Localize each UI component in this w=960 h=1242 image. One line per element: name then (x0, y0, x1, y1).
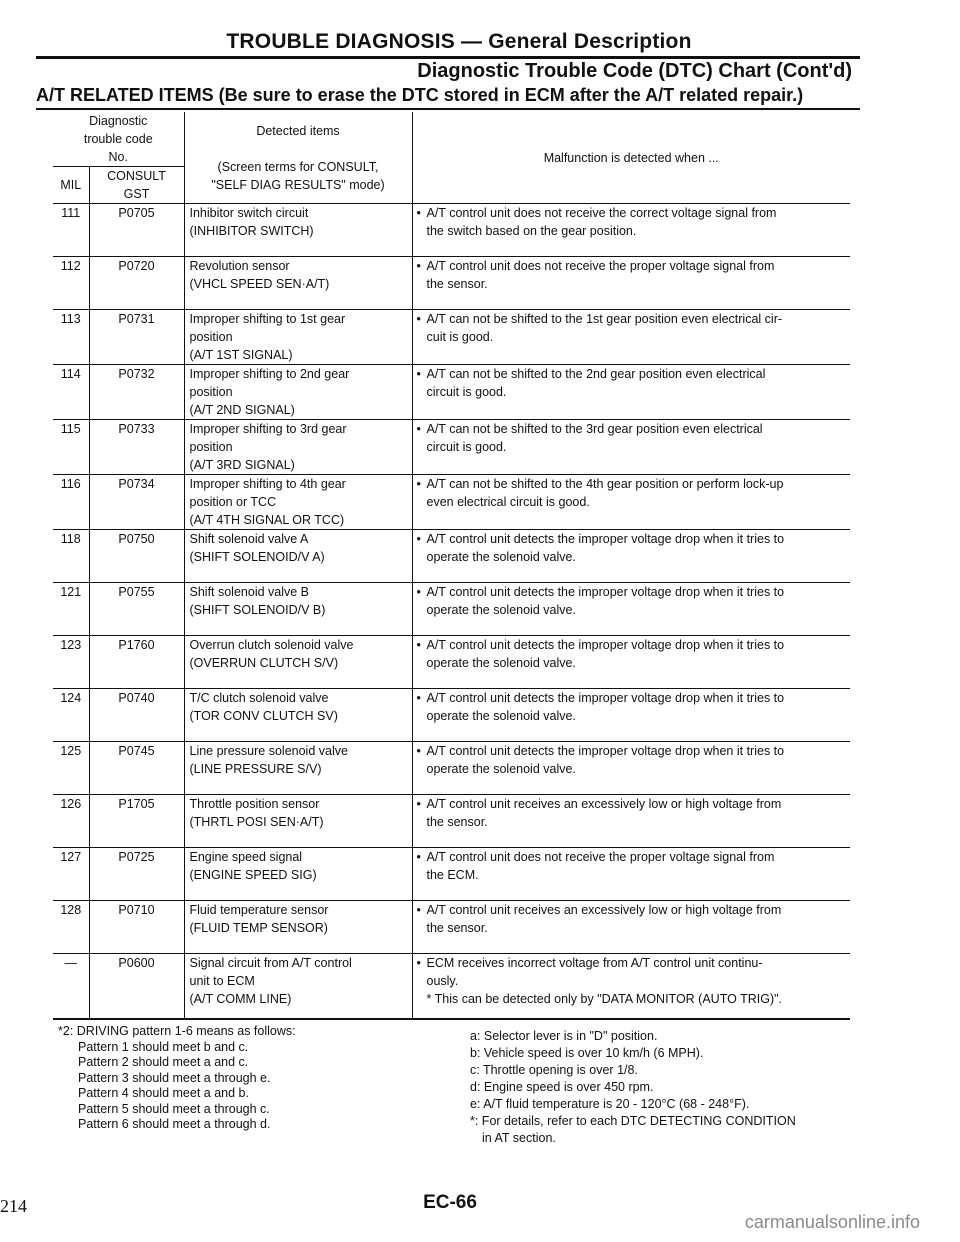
gst-code-cell: P0720 (89, 257, 184, 310)
bullet-icon: • (416, 691, 421, 705)
bullet-icon: • (416, 744, 421, 758)
malfunction-cell: • A/T can not be shifted to the 2nd gear position even electrical circuit is good. (412, 365, 850, 420)
table-row (53, 365, 850, 420)
mil-code-cell: 127 (53, 848, 89, 901)
note-line: Pattern 3 should meet a through e. (78, 1070, 271, 1085)
malfunction-cell: • A/T can not be shifted to the 3rd gear position even electrical circuit is good. (412, 420, 850, 475)
note-line: a: Selector lever is in "D" position. (470, 1029, 658, 1043)
items-heading: A/T RELATED ITEMS (Be sure to erase the DTC stored in ECM after the A/T related repair.) (36, 85, 804, 105)
gst-code-cell: P0725 (89, 848, 184, 901)
gst-code-cell: P0733 (89, 420, 184, 475)
gst-code-cell: P0732 (89, 365, 184, 420)
malfunction-header: Malfunction is detected when ... (412, 112, 850, 204)
detected-item-cell: Improper shifting to 4th gear position or TCC (A/T 4TH SIGNAL OR TCC) (184, 475, 412, 530)
bullet-icon: • (416, 850, 421, 864)
detected-item-cell: Improper shifting to 3rd gear position (A/T 3RD SIGNAL) (184, 420, 412, 475)
section-page-code: EC-66 (423, 1192, 477, 1213)
bullet-icon: • (416, 532, 421, 546)
note-line: b: Vehicle speed is over 10 km/h (6 MPH). (470, 1046, 704, 1060)
gst-code-cell: P0755 (89, 583, 184, 636)
malfunction-cell: • A/T control unit detects the improper voltage drop when it tries to operate the solenoid valve. (412, 742, 850, 795)
bullet-icon: • (416, 585, 421, 599)
malfunction-cell: • A/T control unit detects the improper voltage drop when it tries to operate the solenoid valve. (412, 636, 850, 689)
mil-code-cell: 112 (53, 257, 89, 310)
mil-code-cell: 116 (53, 475, 89, 530)
gst-code-cell: P1705 (89, 795, 184, 848)
heading-rule (36, 108, 860, 110)
note-line: *2: DRIVING pattern 1-6 means as follows: (58, 1024, 296, 1038)
malfunction-cell: • A/T control unit does not receive the proper voltage signal from the sensor. (412, 257, 850, 310)
gst-code-cell: P0710 (89, 901, 184, 954)
gst-code-cell: P0745 (89, 742, 184, 795)
malfunction-cell: • A/T can not be shifted to the 4th gear position or perform lock-up even electrical circuit is good. (412, 475, 850, 530)
note-line: Pattern 4 should meet a and b. (78, 1086, 249, 1100)
table-row (53, 901, 850, 954)
bullet-icon: • (416, 312, 421, 326)
table-row (53, 475, 850, 530)
dtc-table-body (53, 204, 850, 1020)
mil-code-cell: 111 (53, 204, 89, 257)
bullet-icon: • (416, 638, 421, 652)
mil-code-cell: 128 (53, 901, 89, 954)
gst-code-cell: P0705 (89, 204, 184, 257)
gst-code-cell: P1760 (89, 636, 184, 689)
mil-code-cell: 126 (53, 795, 89, 848)
bullet-icon: • (416, 477, 421, 491)
page-number: 214 (0, 1196, 27, 1216)
table-row (53, 742, 850, 795)
detected-item-cell: Overrun clutch solenoid valve (OVERRUN CLUTCH S/V) (184, 636, 412, 689)
detected-item-cell: Signal circuit from A/T control unit to ECM (A/T COMM LINE) (184, 954, 412, 1020)
gst-code-cell: P0600 (89, 954, 184, 1020)
condition-notes (470, 1028, 796, 1147)
mil-code-cell: 124 (53, 689, 89, 742)
mil-code-cell: 125 (53, 742, 89, 795)
table-row (53, 257, 850, 310)
malfunction-cell: • A/T control unit detects the improper voltage drop when it tries to operate the solenoid valve. (412, 689, 850, 742)
table-row (53, 795, 850, 848)
note-line: in AT section. (482, 1131, 556, 1145)
note-line: *: For details, refer to each DTC DETECTING CONDITION (470, 1114, 796, 1128)
mil-code-cell: 114 (53, 365, 89, 420)
note-line: Pattern 6 should meet a through d. (78, 1117, 271, 1131)
malfunction-cell: • A/T control unit receives an excessively low or high voltage from the sensor. (412, 901, 850, 954)
malfunction-cell: • A/T control unit receives an excessively low or high voltage from the sensor. (412, 795, 850, 848)
detected-item-cell: Improper shifting to 1st gear position (A/T 1ST SIGNAL) (184, 310, 412, 365)
note-line: e: A/T fluid temperature is 20 - 120°C (68 - 248°F). (470, 1097, 750, 1111)
chart-subtitle: Diagnostic Trouble Code (DTC) Chart (Cont'd) (417, 60, 852, 82)
note-line: Pattern 5 should meet a through c. (78, 1101, 270, 1116)
page-title: TROUBLE DIAGNOSIS — General Description (226, 30, 692, 53)
gst-code-cell: P0740 (89, 689, 184, 742)
table-row (53, 310, 850, 365)
detected-item-cell: T/C clutch solenoid valve (TOR CONV CLUTCH SV) (184, 689, 412, 742)
table-row (53, 583, 850, 636)
mil-code-cell: 115 (53, 420, 89, 475)
table-row (53, 689, 850, 742)
bullet-icon: • (416, 367, 421, 381)
detected-item-cell: Improper shifting to 2nd gear position (A/T 2ND SIGNAL) (184, 365, 412, 420)
detected-item-cell: Throttle position sensor (THRTL POSI SEN·A/T) (184, 795, 412, 848)
dtc-number-header: Diagnostic trouble code No. (83, 114, 153, 164)
malfunction-cell: • A/T control unit does not receive the correct voltage signal from the switch based on the gear position. (412, 204, 850, 257)
mil-code-cell: 121 (53, 583, 89, 636)
detected-items-header: Detected items (Screen terms for CONSULT, "SELF DIAG RESULTS" mode) (184, 112, 412, 204)
malfunction-cell: • A/T control unit detects the improper voltage drop when it tries to operate the solenoid valve. (412, 583, 850, 636)
table-row (53, 848, 850, 901)
bullet-icon: • (416, 206, 421, 220)
mil-code-cell: — (53, 954, 89, 1020)
detected-item-cell: Inhibitor switch circuit (INHIBITOR SWITCH) (184, 204, 412, 257)
detected-item-cell: Shift solenoid valve A (SHIFT SOLENOID/V A) (184, 530, 412, 583)
mil-header: MIL (53, 167, 89, 204)
table-row (53, 954, 850, 1020)
table-row (53, 636, 850, 689)
mil-code-cell: 123 (53, 636, 89, 689)
note-line: d: Engine speed is over 450 rpm. (470, 1080, 654, 1094)
note-line: c: Throttle opening is over 1/8. (470, 1063, 638, 1077)
bullet-icon: • (416, 797, 421, 811)
mil-code-cell: 113 (53, 310, 89, 365)
note-line: Pattern 1 should meet b and c. (78, 1039, 249, 1054)
detected-item-cell: Shift solenoid valve B (SHIFT SOLENOID/V B) (184, 583, 412, 636)
malfunction-cell: • ECM receives incorrect voltage from A/T control unit continu- ously. * This can be detected only by "DATA MONITOR (AUTO TRIG)". (412, 954, 850, 1020)
note-line: Pattern 2 should meet a and c. (78, 1055, 249, 1069)
detected-item-cell: Fluid temperature sensor (FLUID TEMP SENSOR) (184, 901, 412, 954)
bullet-icon: • (416, 422, 421, 436)
gst-code-cell: P0731 (89, 310, 184, 365)
gst-code-cell: P0750 (89, 530, 184, 583)
gst-code-cell: P0734 (89, 475, 184, 530)
bullet-icon: • (416, 259, 421, 273)
watermark: carmanualsonline.info (744, 1212, 920, 1232)
bullet-icon: • (416, 956, 421, 970)
title-rule (36, 56, 860, 59)
consult-gst-header: CONSULT GST (89, 167, 184, 204)
detected-item-cell: Line pressure solenoid valve (LINE PRESSURE S/V) (184, 742, 412, 795)
malfunction-cell: • A/T control unit does not receive the proper voltage signal from the ECM. (412, 848, 850, 901)
table-row (53, 420, 850, 475)
malfunction-cell: • A/T control unit detects the improper voltage drop when it tries to operate the solenoid valve. (412, 530, 850, 583)
dtc-table (53, 112, 850, 1020)
table-row (53, 204, 850, 257)
malfunction-cell: • A/T can not be shifted to the 1st gear position even electrical cir- cuit is good. (412, 310, 850, 365)
table-row (53, 530, 850, 583)
bullet-icon: • (416, 903, 421, 917)
detected-item-cell: Revolution sensor (VHCL SPEED SEN·A/T) (184, 257, 412, 310)
driving-pattern-notes (58, 1024, 296, 1133)
detected-item-cell: Engine speed signal (ENGINE SPEED SIG) (184, 848, 412, 901)
mil-code-cell: 118 (53, 530, 89, 583)
